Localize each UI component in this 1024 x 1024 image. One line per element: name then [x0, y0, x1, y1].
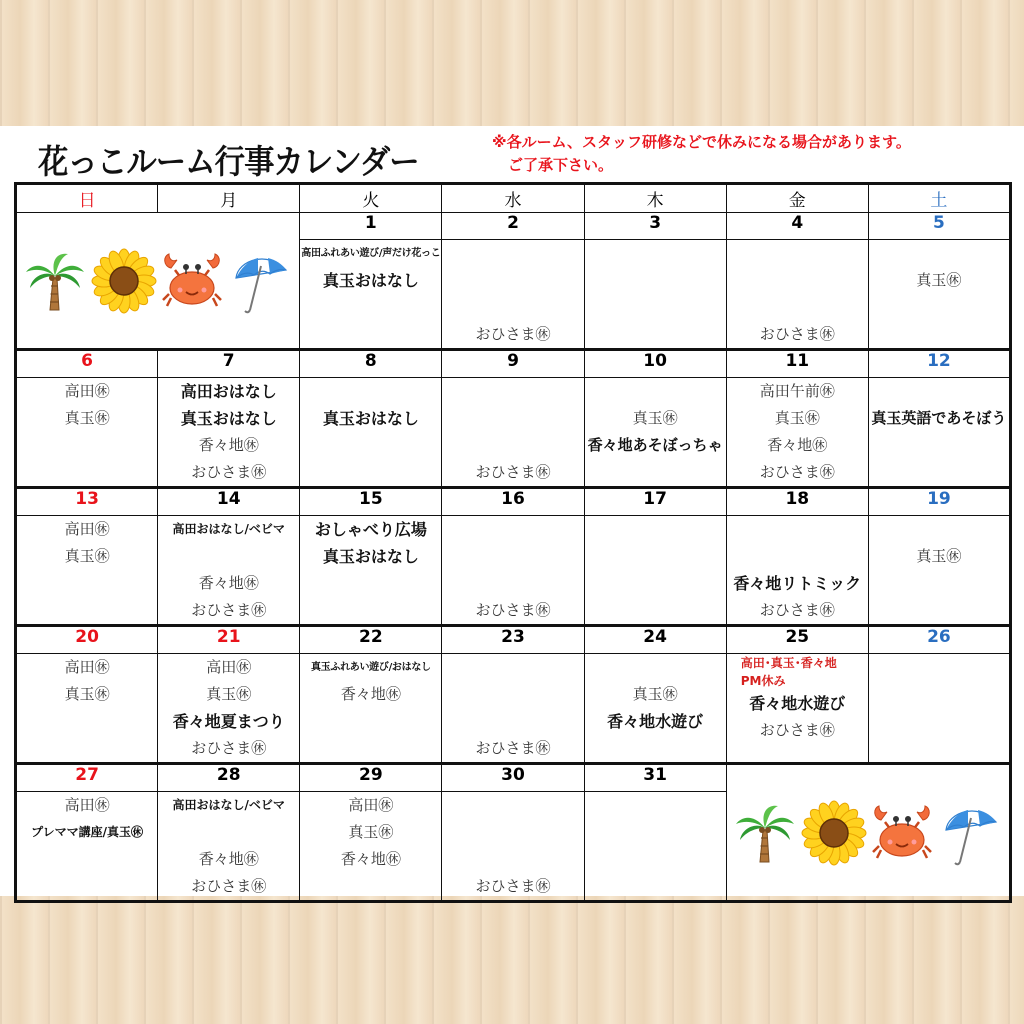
event-entry: 真玉㊡ — [774, 409, 820, 427]
event-entry: 真玉英語であそぼう — [871, 409, 1007, 427]
event-entry: 香々地水遊び — [749, 694, 846, 713]
day-cell — [300, 654, 442, 764]
empty-line — [585, 735, 726, 762]
day-cell — [726, 516, 868, 626]
empty-line — [17, 708, 157, 735]
empty-line — [869, 570, 1009, 597]
event-entry: 真玉㊡ — [206, 685, 252, 703]
day-cell — [726, 378, 868, 488]
empty-line — [17, 597, 157, 624]
day-cell — [16, 378, 158, 488]
weekday-wed: 水 — [442, 184, 584, 213]
empty-line — [869, 459, 1009, 486]
empty-line — [585, 873, 726, 900]
empty-line — [17, 570, 157, 597]
date-wed: 9 — [442, 350, 584, 378]
event-entry: 高田㊡ — [206, 658, 252, 676]
wood-background-top — [0, 0, 1024, 126]
date-tue: 8 — [300, 350, 442, 378]
crab-icon — [159, 248, 225, 314]
date-sun: 13 — [16, 488, 158, 516]
empty-line — [442, 378, 583, 405]
event-entry: 真玉㊡ — [64, 685, 110, 703]
event-entry: おひさま㊡ — [759, 463, 835, 481]
weekday-fri: 金 — [726, 184, 868, 213]
weekday-tue: 火 — [300, 184, 442, 213]
event-entry: 真玉ふれあい遊び/おはなし — [310, 662, 431, 673]
empty-line — [585, 597, 726, 624]
empty-line — [585, 459, 726, 486]
crab-icon — [869, 800, 935, 866]
empty-line — [585, 654, 726, 681]
empty-line — [585, 819, 726, 846]
day-cell — [584, 516, 726, 626]
date-sat: 12 — [868, 350, 1010, 378]
event-entry: 真玉㊡ — [916, 271, 962, 289]
event-entry: 高田･真玉･香々地 — [740, 656, 837, 670]
day-cell — [16, 792, 158, 902]
event-calendar — [14, 182, 1012, 903]
date-wed: 16 — [442, 488, 584, 516]
empty-line — [442, 405, 583, 432]
beach-umbrella-icon — [228, 248, 294, 314]
date-tue: 15 — [300, 488, 442, 516]
date-thu: 31 — [584, 764, 726, 792]
event-entry: おひさま㊡ — [759, 601, 835, 619]
palm-tree-icon — [732, 800, 798, 866]
event-entry: 真玉㊡ — [916, 547, 962, 565]
event-entry: 真玉㊡ — [632, 409, 678, 427]
event-entry: 真玉おはなし — [322, 547, 419, 566]
empty-line — [585, 378, 726, 405]
decor-icons — [17, 213, 299, 348]
event-entry: 高田㊡ — [64, 796, 110, 814]
event-entry: プレママ講座/真玉㊡ — [31, 825, 144, 839]
date-tue: 22 — [300, 626, 442, 654]
event-entry: 高田㊡ — [64, 520, 110, 538]
date-mon: 7 — [158, 350, 300, 378]
day-cell — [158, 792, 300, 902]
empty-line — [869, 294, 1009, 321]
date-sun: 20 — [16, 626, 158, 654]
event-entry: おひさま㊡ — [475, 325, 551, 343]
event-entry: 香々地㊡ — [198, 574, 259, 592]
event-entry: 真玉おはなし — [180, 409, 277, 428]
event-entry: 真玉おはなし — [322, 271, 419, 290]
event-entry: 香々地㊡ — [767, 436, 828, 454]
event-entry: 高田おはなし — [180, 382, 277, 401]
day-cell — [868, 240, 1010, 350]
empty-line — [869, 240, 1009, 267]
date-mon: 14 — [158, 488, 300, 516]
day-cell — [300, 516, 442, 626]
empty-line — [17, 873, 157, 900]
day-cell — [16, 654, 158, 764]
decor-icons — [727, 765, 1009, 900]
event-entry: 高田㊡ — [64, 658, 110, 676]
week-4-events — [16, 654, 1011, 764]
event-entry: 香々地夏まつり — [172, 712, 285, 731]
empty-line — [300, 378, 441, 405]
empty-line — [727, 516, 868, 543]
empty-line — [442, 267, 583, 294]
empty-line — [585, 267, 726, 294]
day-cell — [868, 654, 1010, 764]
day-cell — [584, 654, 726, 764]
empty-line — [442, 294, 583, 321]
week-1-dates — [16, 213, 1011, 240]
empty-line — [442, 792, 583, 819]
event-entry: 香々地㊡ — [340, 850, 401, 868]
day-cell — [300, 240, 442, 350]
wood-background-bottom — [0, 896, 1024, 1024]
date-sat: 5 — [868, 213, 1010, 240]
empty-line — [869, 681, 1009, 708]
event-entry: おひさま㊡ — [191, 463, 267, 481]
date-sun: 27 — [16, 764, 158, 792]
empty-line — [869, 654, 1009, 681]
day-cell — [868, 516, 1010, 626]
week-2-events — [16, 378, 1011, 488]
day-cell — [158, 516, 300, 626]
weekday-thu: 木 — [584, 184, 726, 213]
date-wed: 2 — [442, 213, 584, 240]
empty-line — [442, 516, 583, 543]
empty-line — [300, 321, 441, 348]
date-tue: 1 — [300, 213, 442, 240]
event-entry: 高田㊡ — [348, 796, 394, 814]
date-sat: 26 — [868, 626, 1010, 654]
empty-line — [300, 294, 441, 321]
empty-line — [442, 708, 583, 735]
event-entry: 真玉㊡ — [632, 685, 678, 703]
day-cell — [442, 240, 584, 350]
event-entry: 真玉㊡ — [348, 823, 394, 841]
notice-line-2: ご了承下さい。 — [508, 156, 614, 174]
day-cell — [584, 792, 726, 902]
day-cell — [726, 240, 868, 350]
empty-line — [17, 459, 157, 486]
day-cell — [584, 240, 726, 350]
weekday-sun: 日 — [16, 184, 158, 213]
empty-line — [442, 654, 583, 681]
decor-cell — [726, 764, 1010, 902]
day-cell — [442, 516, 584, 626]
day-cell — [158, 654, 300, 764]
event-entry: 真玉㊡ — [64, 547, 110, 565]
empty-line — [585, 240, 726, 267]
empty-line — [158, 543, 299, 570]
day-cell — [442, 792, 584, 902]
event-entry: おひさま㊡ — [191, 739, 267, 757]
empty-line — [300, 459, 441, 486]
event-entry: おひさま㊡ — [191, 877, 267, 895]
empty-line — [300, 570, 441, 597]
day-cell — [442, 378, 584, 488]
event-entry: 真玉㊡ — [64, 409, 110, 427]
beach-umbrella-icon — [938, 800, 1004, 866]
event-entry: 高田おはなし/ベビマ — [172, 522, 285, 536]
event-entry: 香々地㊡ — [340, 685, 401, 703]
week-4-dates — [16, 626, 1011, 654]
empty-line — [300, 708, 441, 735]
empty-line — [585, 543, 726, 570]
weekday-header — [16, 184, 1011, 213]
date-wed: 30 — [442, 764, 584, 792]
decor-cell — [16, 213, 300, 350]
empty-line — [442, 570, 583, 597]
empty-line — [585, 846, 726, 873]
empty-line — [17, 735, 157, 762]
event-entry: 高田午前㊡ — [759, 382, 835, 400]
weekday-mon: 月 — [158, 184, 300, 213]
notice-line-1: ※各ルーム、スタッフ研修などで休みになる場合があります。 — [492, 133, 911, 151]
empty-line — [585, 792, 726, 819]
date-tue: 29 — [300, 764, 442, 792]
event-entry: 香々地㊡ — [198, 850, 259, 868]
empty-line — [727, 543, 868, 570]
empty-line — [727, 240, 868, 267]
event-entry: 香々地あそぼっちゃ — [587, 436, 723, 454]
sunflower-icon — [91, 248, 157, 314]
event-entry: 香々地水遊び — [607, 712, 704, 731]
event-entry: おひさま㊡ — [475, 739, 551, 757]
event-entry: おしゃべり広場 — [314, 520, 427, 539]
event-entry: おひさま㊡ — [759, 721, 835, 739]
empty-line — [869, 321, 1009, 348]
sunflower-icon — [801, 800, 867, 866]
date-thu: 17 — [584, 488, 726, 516]
date-thu: 3 — [584, 213, 726, 240]
empty-line — [585, 294, 726, 321]
date-thu: 24 — [584, 626, 726, 654]
day-cell — [300, 378, 442, 488]
empty-line — [300, 432, 441, 459]
empty-line — [442, 846, 583, 873]
week-3-dates — [16, 488, 1011, 516]
day-cell — [158, 378, 300, 488]
empty-line — [300, 735, 441, 762]
event-entry: おひさま㊡ — [475, 463, 551, 481]
day-cell — [442, 654, 584, 764]
empty-line — [300, 873, 441, 900]
day-cell — [584, 378, 726, 488]
empty-line — [869, 432, 1009, 459]
date-mon: 28 — [158, 764, 300, 792]
event-entry: おひさま㊡ — [759, 325, 835, 343]
weekday-sat: 土 — [868, 184, 1010, 213]
empty-line — [442, 681, 583, 708]
event-entry: おひさま㊡ — [475, 877, 551, 895]
date-sun: 6 — [16, 350, 158, 378]
empty-line — [869, 378, 1009, 405]
event-entry: 香々地㊡ — [198, 436, 259, 454]
empty-line — [727, 294, 868, 321]
date-fri: 25 — [726, 626, 868, 654]
empty-line — [158, 819, 299, 846]
palm-tree-icon — [22, 248, 88, 314]
empty-line — [585, 516, 726, 543]
empty-line — [442, 819, 583, 846]
empty-line — [442, 432, 583, 459]
event-entry: おひさま㊡ — [191, 601, 267, 619]
empty-line — [727, 267, 868, 294]
date-fri: 18 — [726, 488, 868, 516]
event-entry: 高田㊡ — [64, 382, 110, 400]
event-entry: PM休み — [740, 674, 786, 688]
date-fri: 11 — [726, 350, 868, 378]
empty-line — [442, 240, 583, 267]
day-cell — [16, 516, 158, 626]
date-wed: 23 — [442, 626, 584, 654]
week-2-dates — [16, 350, 1011, 378]
date-thu: 10 — [584, 350, 726, 378]
date-mon: 21 — [158, 626, 300, 654]
event-entry: 高田おはなし/ベビマ — [172, 798, 285, 812]
notice-text — [492, 131, 1012, 177]
day-cell — [868, 378, 1010, 488]
day-cell — [726, 654, 868, 764]
week-3-events — [16, 516, 1011, 626]
empty-line — [869, 735, 1009, 762]
empty-line — [442, 543, 583, 570]
event-entry: 真玉おはなし — [322, 409, 419, 428]
empty-line — [17, 432, 157, 459]
empty-line — [869, 516, 1009, 543]
event-entry: 高田ふれあい遊び/声だけ花っこ — [301, 248, 441, 259]
page-title: 花っこルーム行事カレンダー — [38, 142, 419, 181]
week-5-dates — [16, 764, 1011, 792]
event-entry: おひさま㊡ — [475, 601, 551, 619]
event-entry: 香々地リトミック — [733, 574, 862, 593]
date-sat: 19 — [868, 488, 1010, 516]
empty-line — [869, 708, 1009, 735]
empty-line — [585, 570, 726, 597]
empty-line — [17, 846, 157, 873]
empty-line — [869, 597, 1009, 624]
day-cell — [300, 792, 442, 902]
empty-line — [585, 321, 726, 348]
date-fri: 4 — [726, 213, 868, 240]
empty-line — [300, 597, 441, 624]
